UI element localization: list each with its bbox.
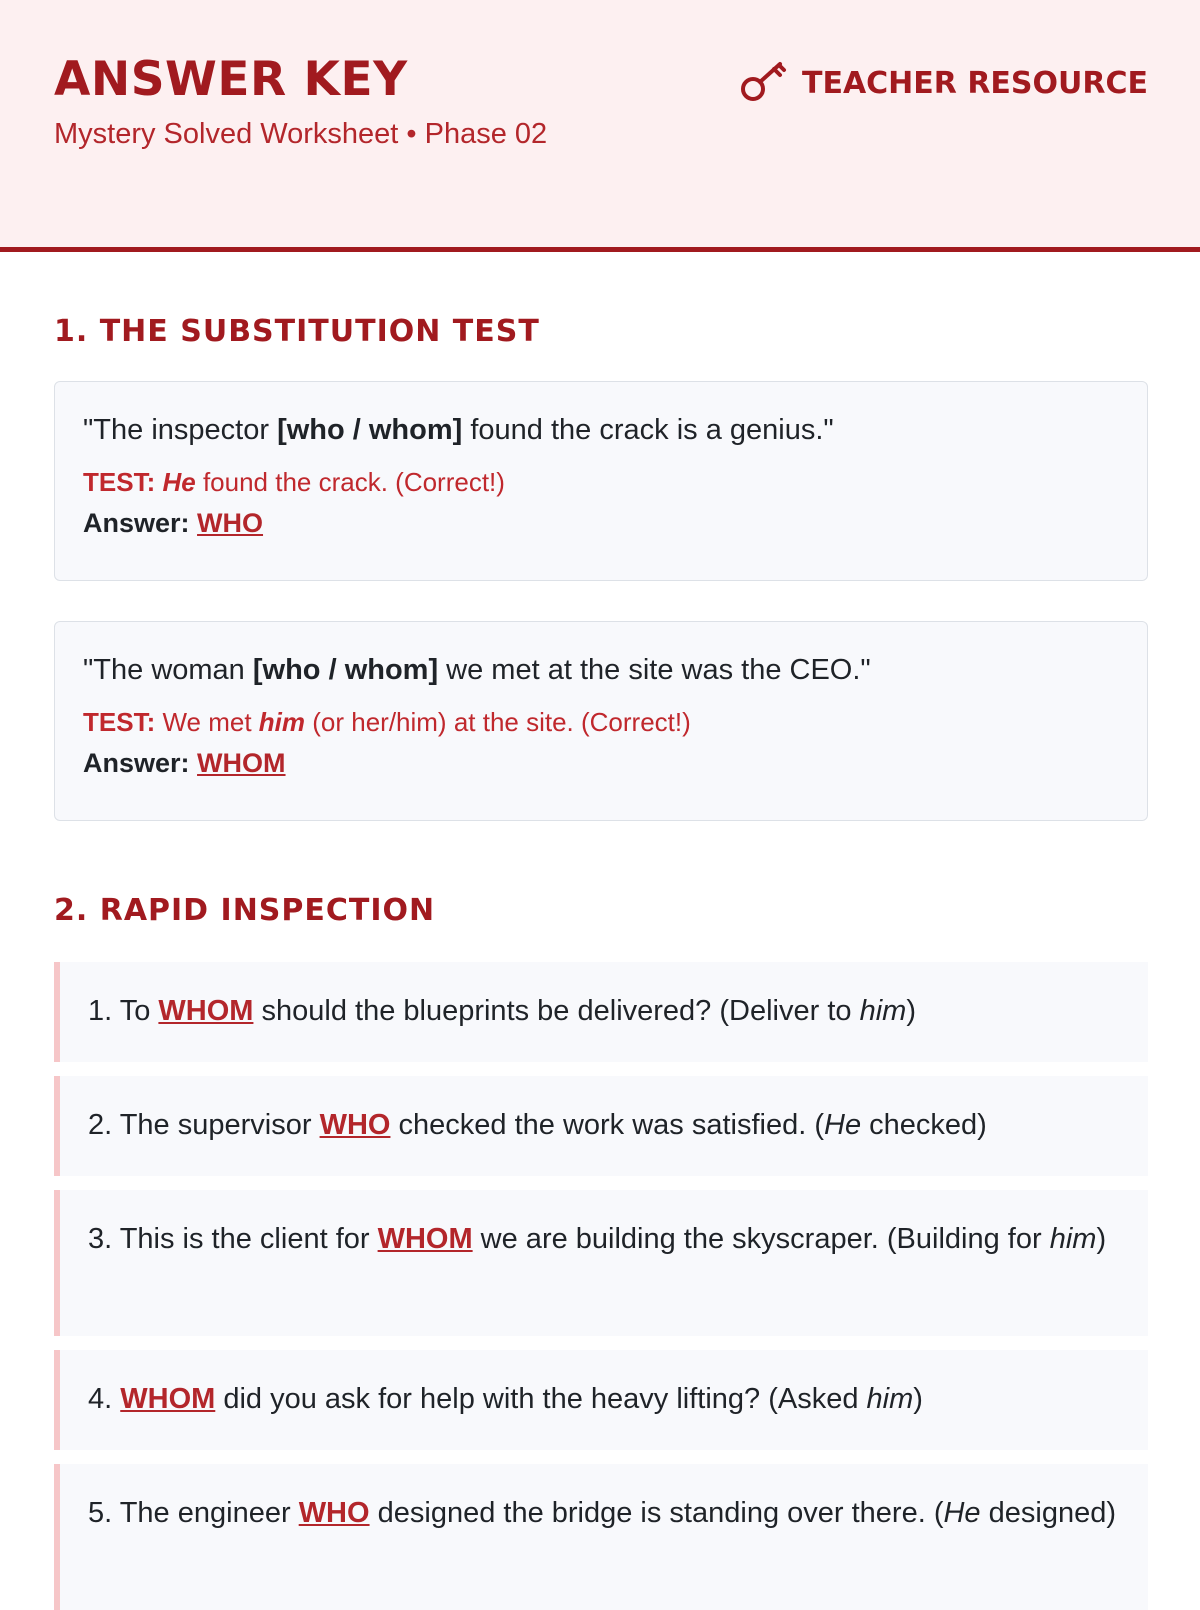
example-sentence: "The inspector [who / whom] found the crack is a genius." (83, 414, 834, 446)
test-line: TEST: He found the crack. (Correct!) (83, 467, 505, 497)
answer-value: WHO (197, 508, 264, 538)
answer-value: WHOM (197, 748, 286, 778)
page-subtitle: Mystery Solved Worksheet • Phase 02 (54, 118, 548, 150)
page-title: ANSWER KEY (54, 52, 408, 107)
list-item: 3. This is the client for WHOM we are building the skyscraper. (Building for him) (54, 1190, 1148, 1336)
substitution-card (54, 621, 1148, 821)
answer-line: Answer: WHO (83, 508, 264, 538)
test-line: TEST: We met him (or her/him) at the site. (Correct!) (83, 707, 691, 737)
badge-label: TEACHER RESOURCE (801, 66, 1148, 101)
section-title: 1. THE SUBSTITUTION TEST (54, 314, 540, 349)
key-icon (738, 56, 788, 111)
worksheet-content (0, 314, 1200, 1610)
teacher-resource-badge (738, 56, 1148, 111)
substitution-card (54, 381, 1148, 581)
list-item: 1. To WHOM should the blueprints be delivered? (Deliver to him) (54, 962, 1148, 1062)
page-header (0, 0, 1200, 252)
example-sentence: "The woman [who / whom] we met at the site was the CEO." (83, 654, 871, 686)
list-item: 2. The supervisor WHO checked the work was satisfied. (He checked) (54, 1076, 1148, 1176)
inspection-list (54, 962, 1148, 1610)
list-item: 5. The engineer WHO designed the bridge is standing over there. (He designed) (54, 1464, 1148, 1610)
section-title: 2. RAPID INSPECTION (54, 893, 436, 928)
list-item: 4. WHOM did you ask for help with the heavy lifting? (Asked him) (54, 1350, 1148, 1450)
answer-line: Answer: WHOM (83, 748, 286, 778)
